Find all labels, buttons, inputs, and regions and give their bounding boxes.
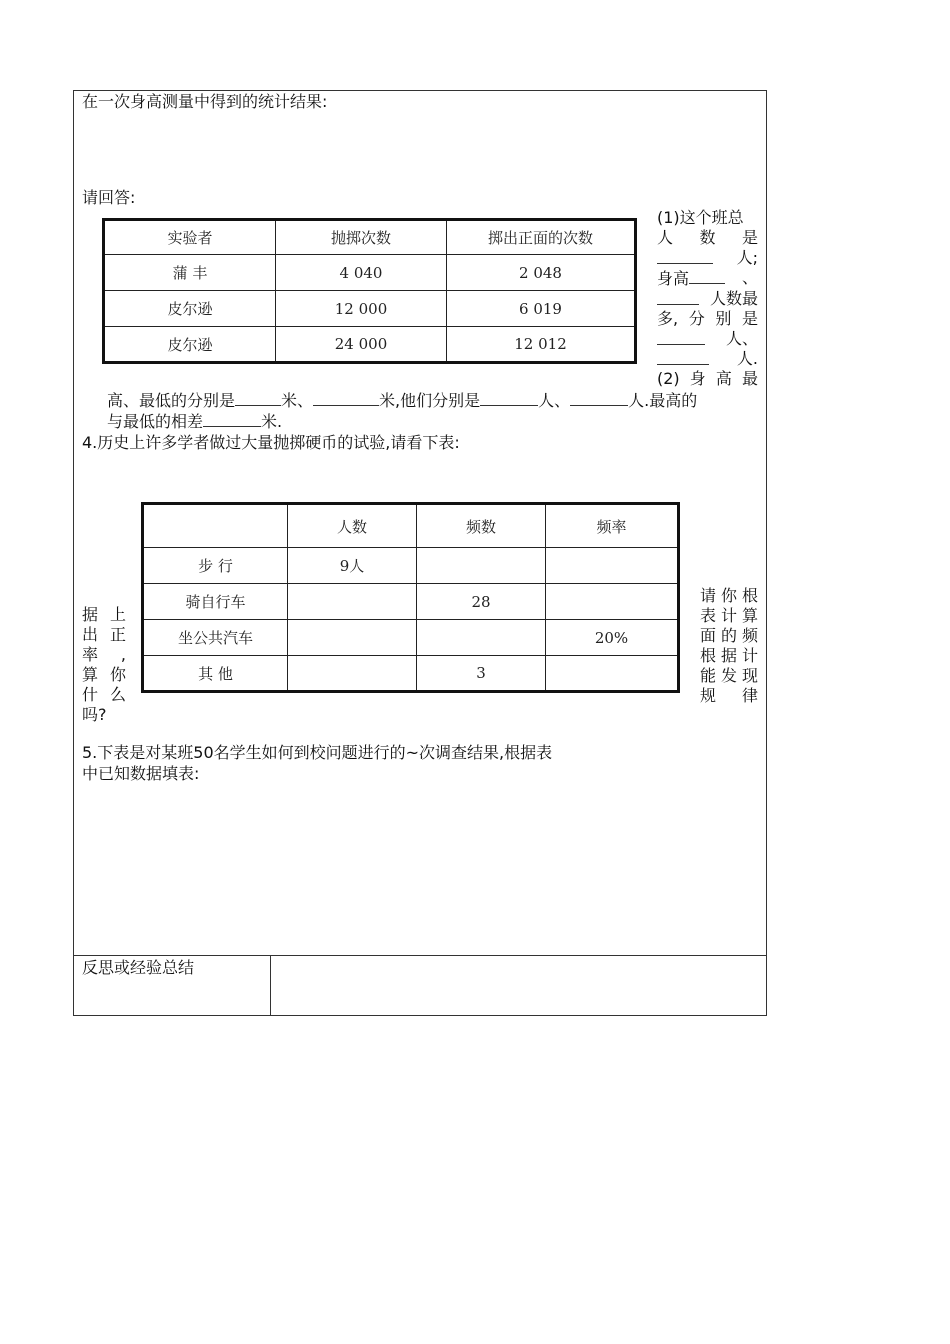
table-cell: 12 000	[276, 291, 447, 327]
table-header-cell: 实验者	[104, 220, 276, 255]
table-cell: 坐公共汽车	[143, 620, 288, 656]
divider-line	[270, 955, 271, 1016]
question-line: 多, 分 别 是	[657, 309, 758, 328]
answer-blank[interactable]	[313, 390, 379, 406]
table-cell: 2 048	[447, 255, 636, 291]
answer-blank[interactable]	[235, 390, 281, 406]
table-cell	[546, 584, 679, 620]
question-line: 人 数 是	[657, 228, 758, 247]
question-1-column	[657, 208, 758, 389]
answer-blank[interactable]	[570, 390, 628, 406]
divider-line	[73, 955, 767, 956]
table-cell: 步 行	[143, 548, 288, 584]
table-cell: 4 040	[276, 255, 447, 291]
answer-blank[interactable]	[480, 390, 538, 406]
table-header-cell: 频率	[546, 504, 679, 548]
table-header-cell: 频数	[417, 504, 546, 548]
table-cell	[417, 620, 546, 656]
reflection-input[interactable]	[272, 957, 765, 1014]
question-5-line: 5.下表是对某班50名学生如何到校问题进行的~次调查结果,根据表	[82, 743, 553, 762]
answer-blank[interactable]	[657, 349, 709, 365]
question-line: 人;	[657, 248, 758, 268]
question-line: 身高 、	[657, 268, 758, 288]
table-header-cell	[143, 504, 288, 548]
table-header-cell: 掷出正面的次数	[447, 220, 636, 255]
table-cell: 24 000	[276, 327, 447, 363]
table-cell	[288, 620, 417, 656]
table-cell: 6 019	[447, 291, 636, 327]
table-cell	[546, 548, 679, 584]
answer-blank[interactable]	[657, 248, 713, 264]
table-cell: 皮尔逊	[104, 327, 276, 363]
answer-prompt: 请回答:	[82, 188, 136, 207]
table-cell	[546, 656, 679, 692]
question-5-line: 中已知数据填表:	[82, 764, 200, 783]
table-cell	[288, 584, 417, 620]
question-line: 人、	[657, 329, 758, 349]
reflection-label: 反思或经验总结	[82, 958, 195, 977]
answer-blank[interactable]	[657, 289, 699, 305]
table-cell: 12 012	[447, 327, 636, 363]
table-cell: 其 他	[143, 656, 288, 692]
question-line: 人.	[657, 349, 758, 369]
coin-toss-table	[102, 218, 637, 364]
commute-table	[141, 502, 680, 693]
table-cell	[417, 548, 546, 584]
table-cell: 蒲 丰	[104, 255, 276, 291]
left-text-column: 据 上 出 正 率 , 算 你 什 么 吗?	[82, 605, 126, 724]
table-cell: 20%	[546, 620, 679, 656]
right-text-column: 请 你 根 表 计 算 面 的 频 根 据 计 能 发 现 规 律	[700, 586, 758, 705]
table-cell	[288, 656, 417, 692]
table-cell: 28	[417, 584, 546, 620]
question-line: (1)这个班总	[657, 208, 744, 227]
table-header-cell: 抛掷次数	[276, 220, 447, 255]
question-4-text: 4.历史上许多学者做过大量抛掷硬币的试验,请看下表:	[82, 433, 460, 452]
question-line: 人数最	[657, 289, 758, 309]
table-cell: 3	[417, 656, 546, 692]
table-cell: 皮尔逊	[104, 291, 276, 327]
question-2-line: 高、最低的分别是 米、 米,他们分别是 人、 人.最高的	[107, 391, 698, 410]
question-line: (2) 身 高 最	[657, 369, 758, 388]
answer-blank[interactable]	[689, 268, 725, 284]
table-cell: 骑自行车	[143, 584, 288, 620]
intro-text: 在一次身高测量中得到的统计结果:	[82, 92, 328, 111]
table-cell: 9人	[288, 548, 417, 584]
answer-blank[interactable]	[657, 329, 705, 345]
question-2-line: 与最低的相差 米.	[107, 412, 283, 431]
answer-blank[interactable]	[203, 411, 261, 427]
table-header-cell: 人数	[288, 504, 417, 548]
